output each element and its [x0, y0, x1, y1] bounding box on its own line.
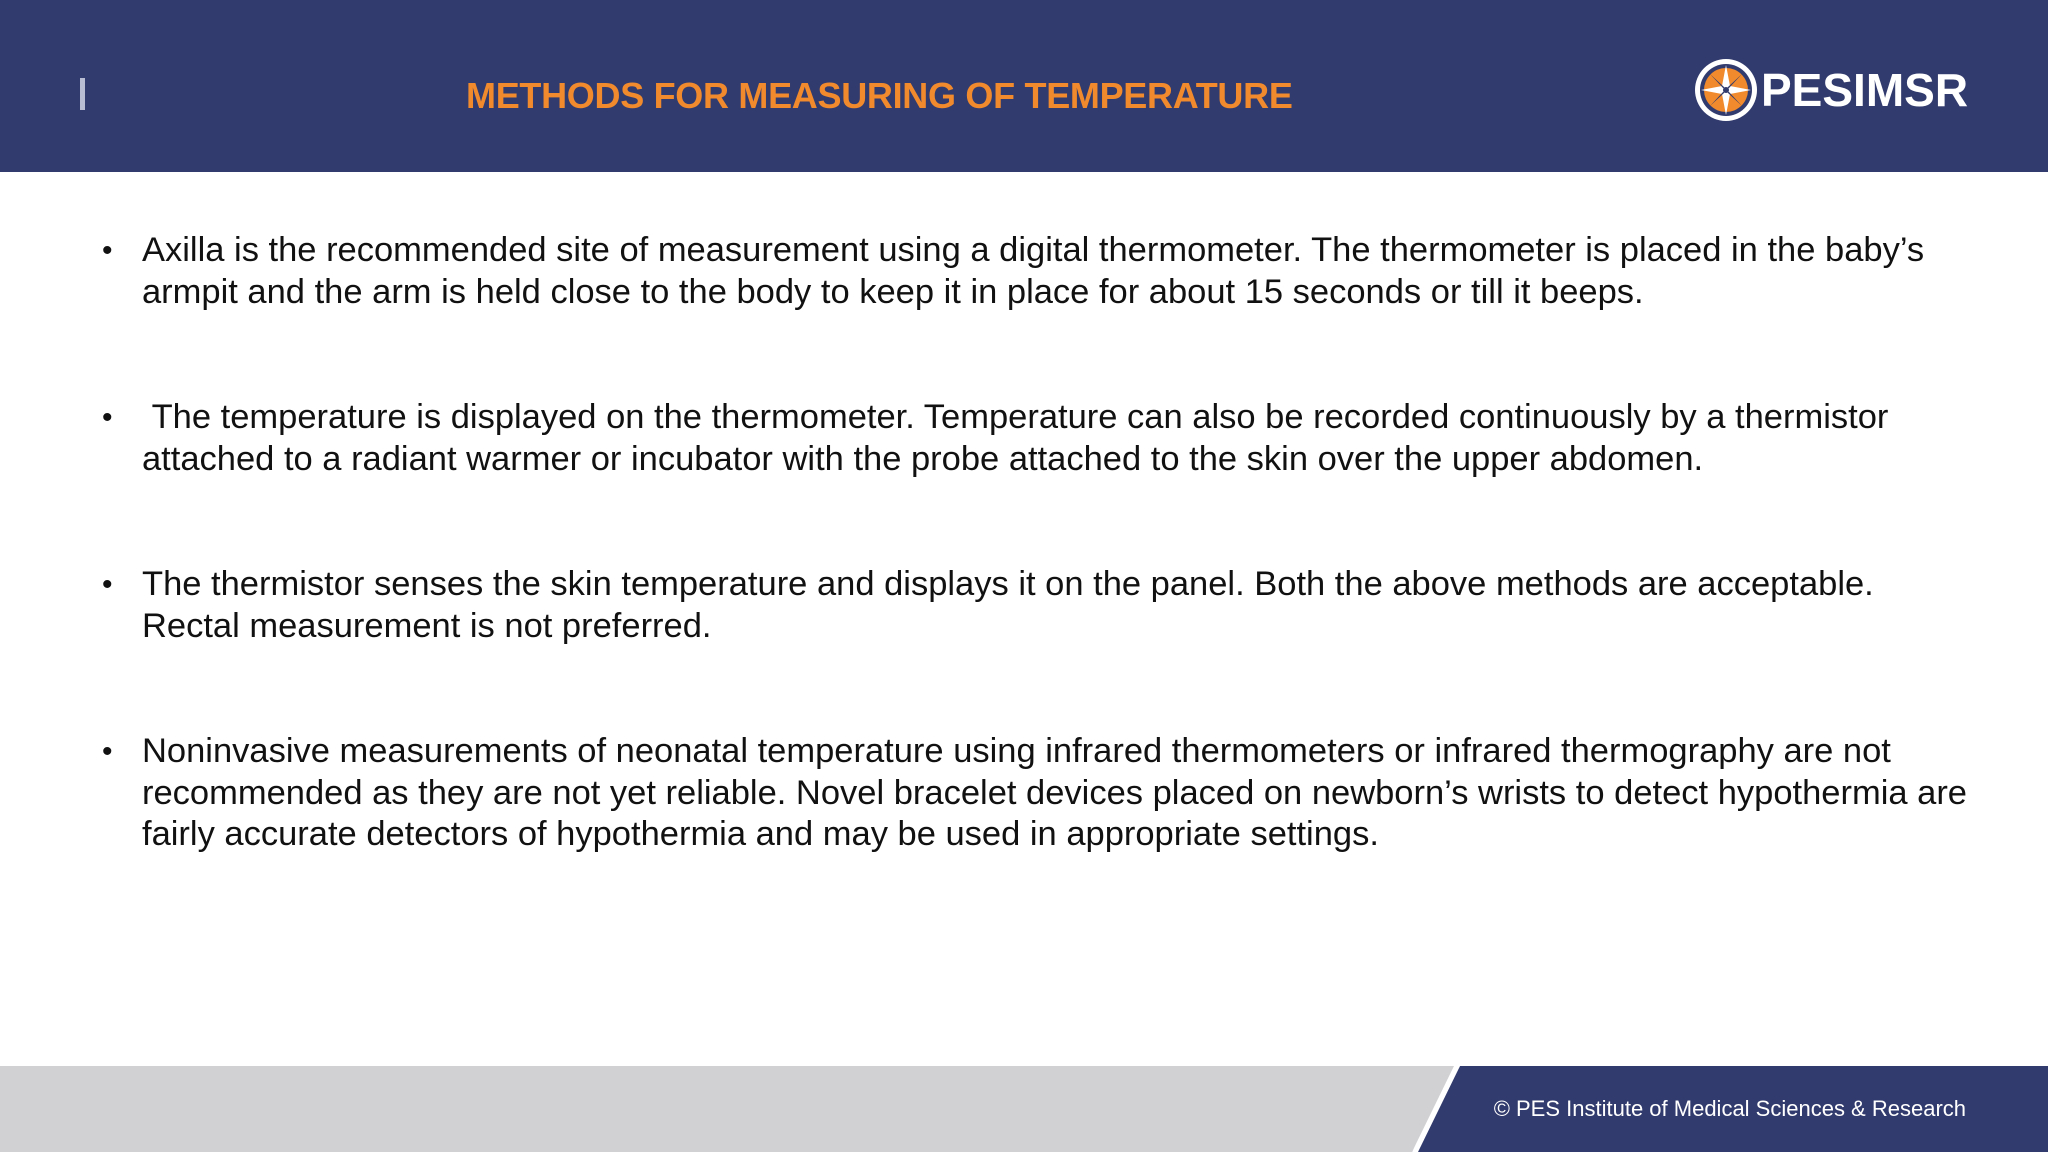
- compass-logo-icon: [1693, 57, 1759, 123]
- bullet-list: [98, 230, 1978, 940]
- list-item: [98, 731, 1978, 856]
- bullet-text: Axilla is the recommended site of measurement using a digital thermometer. The thermometer is placed in the baby’s armpit and the arm is held close to the body to keep it in place for about 15 seconds or till it beeps.: [142, 231, 1925, 311]
- pesimsr-logo: [1693, 55, 1968, 125]
- list-item: [98, 397, 1978, 480]
- bullet-marker: •: [102, 735, 113, 768]
- bullet-marker: •: [102, 401, 113, 434]
- header-banner: [0, 0, 2048, 172]
- bullet-marker: •: [102, 568, 113, 601]
- list-item: [98, 564, 1978, 647]
- footer-copyright: © PES Institute of Medical Sciences & Research: [1493, 1096, 1966, 1121]
- logo-text: PESIMSR: [1761, 64, 1969, 116]
- slide-title: METHODS FOR MEASURING OF TEMPERATURE: [466, 75, 1293, 116]
- bullet-text: Noninvasive measurements of neonatal temperature using infrared thermometers or infrared thermography are not recommended as they are not yet reliable. Novel bracelet devices placed on newborn’s wrists to detect hypothermia are fairly accurate detectors of hypothermia and may be used in appropriate settings.: [142, 732, 1967, 853]
- header-accent-bar: [80, 78, 85, 110]
- bullet-marker: •: [102, 234, 113, 267]
- list-item: [98, 230, 1978, 313]
- bullet-text: The temperature is displayed on the thermometer. Temperature can also be recorded continuously by a thermistor attached to a radiant warmer or incubator with the probe attached to the skin over the upper abdomen.: [142, 398, 1898, 478]
- bullet-text: The thermistor senses the skin temperature and displays it on the panel. Both the above methods are acceptable. Rectal measurement is not preferred.: [142, 565, 1874, 645]
